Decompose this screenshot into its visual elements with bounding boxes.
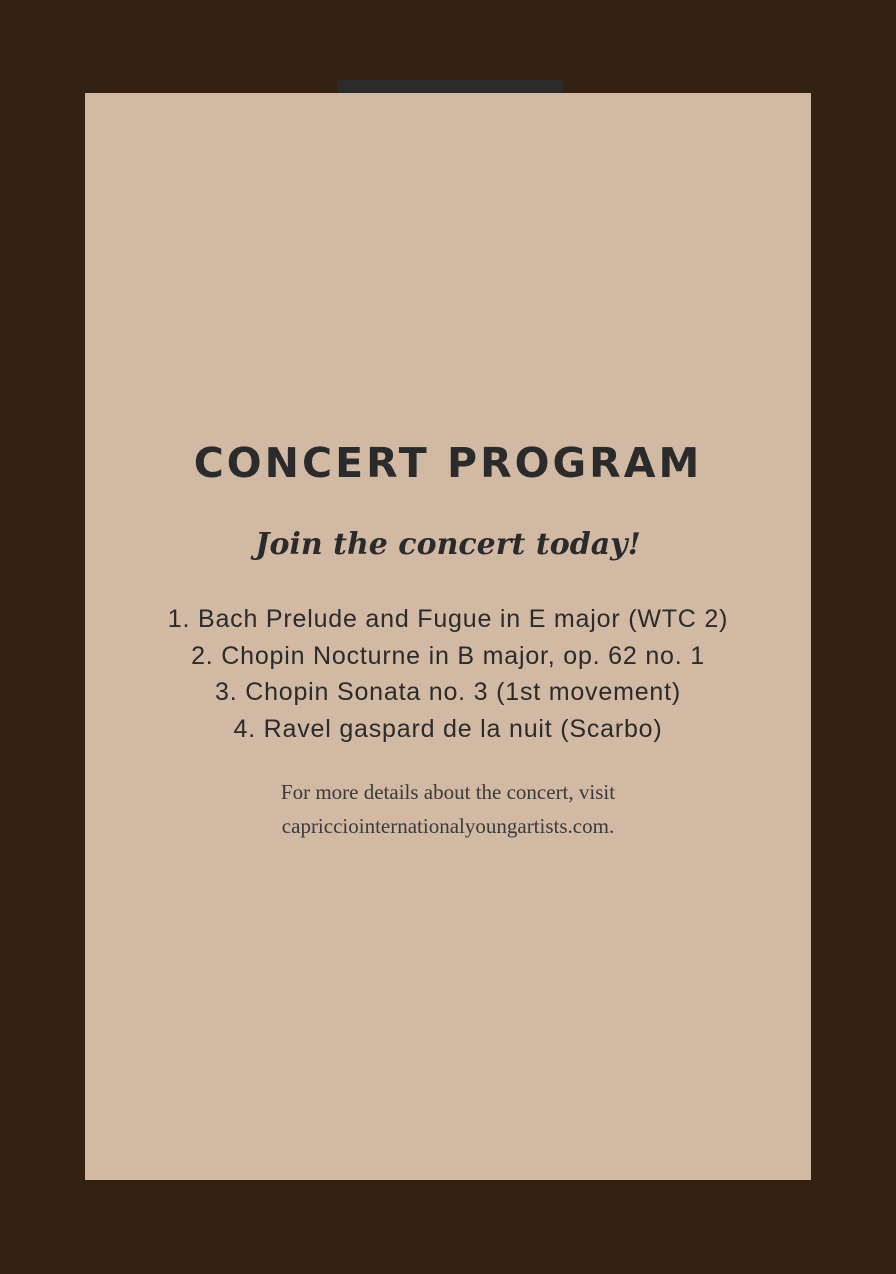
program-item: 4. Ravel gaspard de la nuit (Scarbo)	[233, 714, 663, 743]
details-text	[85, 775, 811, 843]
program-item: 1. Bach Prelude and Fugue in E major (WTC 2)	[167, 605, 729, 633]
program-list	[85, 601, 811, 747]
program-item: 2. Chopin Nocturne in B major, op. 62 no. 1	[191, 641, 705, 670]
poster-card	[85, 93, 811, 1180]
poster-title: CONCERT PROGRAM	[193, 439, 703, 487]
poster-subtitle: Join the concert today!	[255, 527, 641, 562]
details-url: capricciointernationalyoungartists.com.	[281, 814, 615, 838]
details-line: For more details about the concert, visit	[280, 780, 616, 804]
program-item: 3. Chopin Sonata no. 3 (1st movement)	[215, 678, 681, 706]
poster-content	[85, 93, 811, 1180]
